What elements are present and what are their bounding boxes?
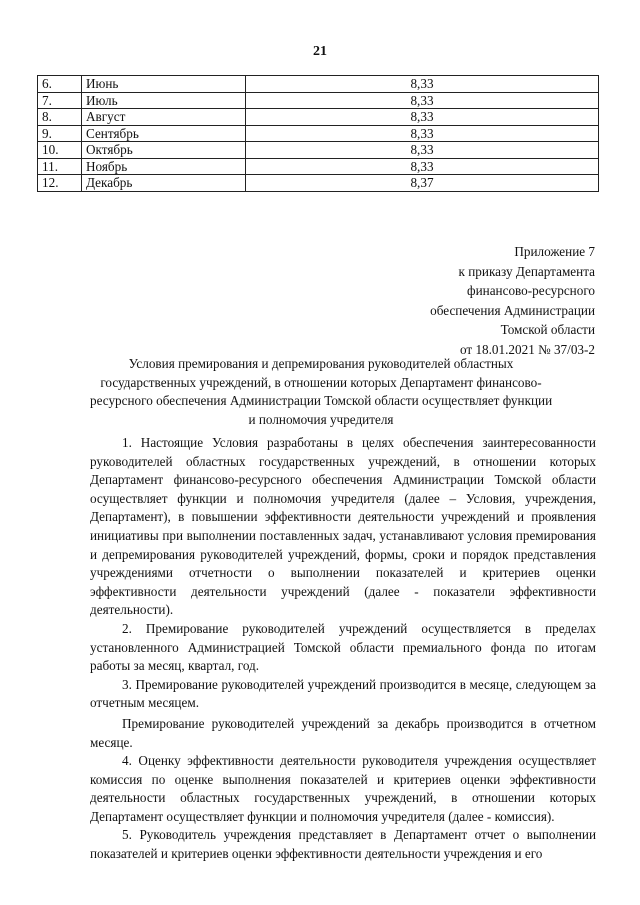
body-text — [90, 434, 596, 864]
month-name: Октябрь — [82, 142, 246, 159]
paragraph-2: 2. Премирование руководителей учреждений осуществляется в пределах установленного Администрацией Томской области премиального фонда по итогам работы за месяц, квартал, год. — [90, 620, 596, 674]
appendix-line: финансово-ресурсного — [467, 283, 595, 299]
month-name: Июль — [82, 92, 246, 109]
paragraph-3: 3. Премирование руководителей учреждений производится в месяце, следующем за отчетным месяцем. — [90, 676, 596, 711]
row-number: 7. — [38, 92, 82, 109]
title-line: ресурсного обеспечения Администрации Томской области осуществляет функции — [90, 393, 553, 409]
row-number: 10. — [38, 142, 82, 159]
month-value: 8,37 — [246, 175, 599, 192]
table-row — [38, 175, 599, 192]
row-number: 12. — [38, 175, 82, 192]
month-value: 8,33 — [246, 92, 599, 109]
row-number: 8. — [38, 109, 82, 126]
month-name: Сентябрь — [82, 125, 246, 142]
table-row — [38, 125, 599, 142]
month-name: Июнь — [82, 76, 246, 93]
title-line: Условия премирования и депремирования руководителей областных — [128, 356, 514, 371]
month-name: Декабрь — [82, 175, 246, 192]
paragraph-1: 1. Настоящие Условия разработаны в целях обеспечения заинтересованности руководителей областных государственных учреждений, в отношении которых Департамент финансово-ресурсного обеспечения Администрации Томской области осуществляет функции и полномочия учредителя (далее – Условия, учреждения, Департамент), в повышении эффективности деятельности учреждений и проявления инициативы при выполнении поставленных задач, устанавливают условия премирования и депремирования руководителей учреждений, формы, сроки и порядок представления учреждениями отчетности о выполнении показателей и критериев оценки эффективности деятельности учреждений (далее - показатели эффективности деятельности). — [90, 435, 596, 618]
row-number: 9. — [38, 125, 82, 142]
month-value: 8,33 — [246, 125, 599, 142]
appendix-line: от 18.01.2021 № 37/03-2 — [459, 341, 595, 357]
paragraph-5: 5. Руководитель учреждения представляет в Департамент отчет о выполнении показателей и критериев оценки эффективности деятельности учреждения и его — [90, 827, 596, 862]
paragraph-3-continued: Премирование руководителей учреждений за декабрь производится в отчетном месяце. — [90, 715, 596, 750]
document-title — [90, 355, 552, 429]
appendix-line: Приложение 7 — [514, 244, 595, 259]
month-value: 8,33 — [246, 142, 599, 159]
paragraph-4: 4. Оценку эффективности деятельности руководителя учреждения осуществляет комиссия по оценке выполнения показателей и критериев оценки эффективности деятельности областных государственных учреждений, в отношении которых Департамент осуществляет функции и полномочия учредителя (далее - комиссия). — [90, 753, 596, 824]
title-line: государственных учреждений, в отношении которых Департамент финансово- — [100, 374, 542, 390]
appendix-line: обеспечения Администрации — [430, 302, 595, 318]
table-row — [38, 109, 599, 126]
row-number: 11. — [38, 158, 82, 175]
month-value: 8,33 — [246, 109, 599, 126]
table-row — [38, 142, 599, 159]
table-row — [38, 92, 599, 109]
month-value: 8,33 — [246, 76, 599, 93]
table-row — [38, 158, 599, 175]
table-row — [38, 76, 599, 93]
page-number: 21 — [313, 44, 327, 59]
title-line: и полномочия учредителя — [248, 411, 394, 427]
month-name: Август — [82, 109, 246, 126]
appendix-heading — [430, 242, 595, 360]
appendix-line: к приказу Департамента — [458, 263, 595, 279]
row-number: 6. — [38, 76, 82, 93]
month-value: 8,33 — [246, 158, 599, 175]
month-name: Ноябрь — [82, 158, 246, 175]
months-table — [37, 75, 599, 192]
appendix-line: Томской области — [500, 322, 595, 338]
